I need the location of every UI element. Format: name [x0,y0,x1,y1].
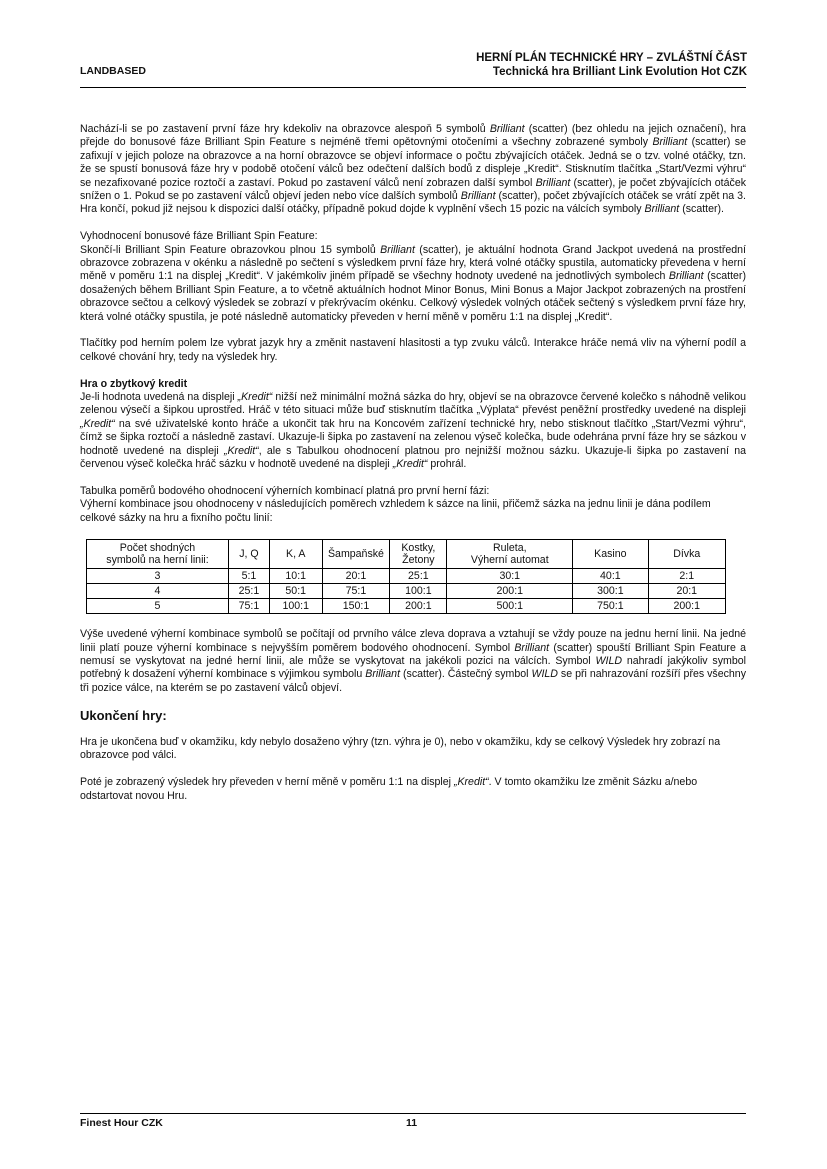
symbol-name: Brilliant [514,641,550,654]
display-name: „Kredit“ [392,458,428,471]
header-text: K, A [286,548,306,561]
header-text: Dívka [673,548,701,561]
payout-cell: 20:1 [648,584,726,599]
document-body [80,123,746,816]
payout-cell: 2:1 [648,569,726,584]
header-text: Výherní automat [470,554,549,567]
payout-cell: 100:1 [269,599,322,614]
symbol-name: Brilliant [652,136,688,149]
paragraph-title: Vyhodnocení bonusové fáze Brilliant Spin Feature: [80,230,318,243]
paragraph-result-transfer [80,776,746,803]
payout-cell: 25:1 [229,584,270,599]
payout-cell: 30:1 [447,569,573,584]
text: (scatter) spouští Brilliant Spin Feature a nemusí se vyskytovat na jedné herní linii, ale může se vyskytovat na jakékoli pozici na válcích. Symbol [80,641,746,667]
symbol-name: Brilliant [460,190,496,203]
text: Výše uvedené výherní kombinace symbolů se počítají od prvního válce zleva doprava a vztahují se vždy pouze na jednu herní linii. Na jedné linii platí pouze výherní kombinace s nejvyšším poměrem bodového ohodnocení. Symbol [80,628,746,654]
paragraph-bonus-trigger [80,123,746,217]
text: . V tomto okamžiku lze změnit Sázku a/nebo odstartovat novou Hru. [80,776,698,802]
paytable-header-cell [447,540,573,569]
paytable-row [87,584,726,599]
header-text: symbolů na herní linii: [106,554,209,567]
paragraph-bonus-evaluation [80,230,746,324]
payout-cell: 40:1 [573,569,648,584]
display-name: „Kredit“ [237,391,273,404]
text: nižší než minimální možná sázka do hry, objeví se na obrazovce červené kolečko s náhodně velikou zelenou výsečí a šipkou uprostřed. Hráč v této situaci může buď stisknutím tlačítka „Výplata“ převést peněžní prostředky uvedené na displeji [80,391,746,417]
payout-cell: 200:1 [447,584,573,599]
payout-cell: 5:1 [229,569,270,584]
header-text: Šampaňské [327,548,384,561]
header-text: Ruleta, [492,542,527,555]
header-divider [80,87,746,88]
text: , ale s Tabulkou ohodnocení platnou pro nejnižší možnou sázku. Ukazuje-li šipka po zastavení na červenou výseč kolečka hráč sázku v hodnotě uvedené na displeji [80,444,746,471]
paragraph-game-end: Hra je ukončena buď v okamžiku, kdy nebylo dosaženo výhry (tzn. výhra je 0), nebo v okamžiku, kdy se celkový Výsledek hry zobrazí na obrazovce pod válci. [80,735,721,762]
footer-label: Finest Hour CZK [80,1117,163,1129]
text: (scatter), počet zbývajících otáček se vrátí zpět na 3. Hra končí, pokud již nejsou k dispozici další otáčky, případně pokud dojde k vyplnění všech 15 pozic na válcích symboly [80,190,746,216]
paragraph-symbol-rules [80,628,746,695]
paytable-header-cell [269,540,322,569]
header-title [476,51,747,79]
payout-cell: 50:1 [269,584,322,599]
page-number: 11 [406,1117,418,1129]
paragraph-remaining-credit [80,391,746,471]
payout-cell: 75:1 [322,584,390,599]
text: Skončí-li Brilliant Spin Feature obrazovkou plnou 15 symbolů [80,243,381,256]
paytable-header-cell [390,540,447,569]
section-heading-remaining-credit: Hra o zbytkový kredit [80,377,188,390]
payout-cell: 25:1 [390,569,447,584]
symbol-name: Brilliant [365,668,401,681]
text: Výherní kombinace jsou ohodnoceny v následujících poměrech vzhledem k sázce na linii, přičemž sázka na jednu linii je dána podílem celkové sázky na hru a fixního počtu linií: [80,498,711,524]
text: (scatter) (bez ohledu na jejich označení), hra přejde do bonusové fáze Brilliant Spin Feature s nejméně třemi opětovnými otočeními a všechny zobrazené symboly [80,123,746,149]
paytable-header-cell [87,540,229,569]
symbol-count-cell: 5 [87,599,229,614]
paragraph-paytable-intro [80,485,746,525]
header-text: Kasino [594,548,627,561]
header-text: Žetony [402,554,435,567]
payout-cell: 750:1 [573,599,648,614]
paytable-header-cell [648,540,726,569]
payout-cell: 200:1 [648,599,726,614]
payout-cell: 20:1 [322,569,390,584]
header-text: Počet shodných [119,542,196,555]
text: se při nahrazování rozšíří přes všechny tři pozice válce, na kterém se po zastavení válců objeví. [80,668,746,694]
text: Nachází-li se po zastavení první fáze hry kdekoliv na obrazovce alespoň 5 symbolů [80,123,490,135]
paytable-row [87,599,726,614]
header-text: J, Q [239,548,259,561]
payout-cell: 75:1 [229,599,270,614]
text: Je-li hodnota uvedená na displeji [80,391,238,404]
text: (scatter) se zafixují v jejich poloze na obrazovce a na horní obrazovce se objeví informace o počtu zbývajících otáček. Jedná se o tzv. volné otáčky, tzn. že se spustí bonusová fáze hry v podobě otočení válců bez odečtení dalších bodů z displeje „Kredit“. Stisknutím tlačítka „Start/Vezmi výhru“ se nezafixované pozice roztočí a zastaví. Pokud po zastavení válců není zobrazen další symbol [80,136,746,189]
paragraph-buttons: Tlačítky pod herním polem lze vybrat jazyk hry a změnit nastavení hlasitosti a typ zvuku válců. Interakce hráče nemá vliv na výherní podíl a celkové chování hry, tedy na výsledek hry. [80,337,746,363]
header-label: LANDBASED [80,65,146,77]
payout-cell: 10:1 [269,569,322,584]
symbol-name: Brilliant [535,176,571,189]
payout-cell: 300:1 [573,584,648,599]
header-text: Kostky, [401,542,436,555]
paytable-header-cell [322,540,390,569]
symbol-name: Brilliant [668,270,704,283]
paytable-header-row [87,540,726,569]
header-title-line1: HERNÍ PLÁN TECHNICKÉ HRY – ZVLÁŠTNÍ ČÁST [476,52,747,64]
text: (scatter). Částečný symbol [400,668,532,681]
display-name: „Kredit“ [453,776,489,789]
payout-cell: 200:1 [390,599,447,614]
text: (scatter), je aktuální hodnota Grand Jackpot uvedená na prostřední obrazovce zobrazena v okénku a následně po sečtení s výsledkem první fáze hry, která volné otáčky spustila, automaticky převedena v herní měně v poměru 1:1 na displej „Kredit“. V jakémkoliv jiném případě se všechny hodnoty uvedené na jednotlivých symbolech [80,243,746,283]
symbol-name: Brilliant [644,203,680,216]
text: nahradí jakýkoliv symbol potřebný k dosažení výherní kombinace s výjimkou symbolu [80,654,746,681]
symbol-count-cell: 3 [87,569,229,584]
header-title-line2: Technická hra Brilliant Link Evolution Hot CZK [492,66,747,78]
paytable-header-cell [573,540,648,569]
display-name: „Kredit“ [223,444,259,457]
text: Tabulka poměrů bodového ohodnocení výherních kombinací platná pro první herní fázi: [80,484,490,497]
payout-cell: 150:1 [322,599,390,614]
section-heading-game-end: Ukončení hry: [80,707,167,723]
paytable-row [87,569,726,584]
paytable [86,539,726,614]
text: Poté je zobrazený výsledek hry převeden v herní měně v poměru 1:1 na displej [80,776,454,789]
payout-cell: 100:1 [390,584,447,599]
symbol-count-cell: 4 [87,584,229,599]
symbol-name: Brilliant [489,123,525,135]
symbol-name: WILD [595,654,622,667]
display-name: „Kredit“ [80,417,115,430]
text: na své uživatelské konto hráče a ukončit tak hru na Koncovém zařízení technické hry, nebo stisknout tlačítko „Start/Vezmi výhru“, čímž se šipka roztočí a následně zastaví. Ukazuje-li šipka po zastavení na zelenou výseč kolečka, bude odehrána první fáze hry se sázkou v hodnotě uvedené na displeji [80,417,746,457]
payout-cell: 500:1 [447,599,573,614]
paytable-header-cell [229,540,270,569]
symbol-name: WILD [531,668,558,681]
footer-divider [80,1113,746,1114]
text: (scatter). [679,203,724,216]
symbol-name: Brilliant [380,243,415,256]
text: (scatter) dosažených během Brilliant Spin Feature, a to včetně aktuálních hodnot Minor Bonus, Mini Bonus a Major Jackpot zobrazených na prostření obrazovce sečtou a celkový výsledek se zobrazí v překrývacím okénku. Celkový výsledek volných otáček sečtený s výsledkem první fáze hry, která volné otáčky spustila, je poté následně automaticky převeden v herní měně v poměru 1:1 na displej „Kredit“. [80,270,746,323]
text: (scatter), je počet zbývajících otáček snížen o 1. Pokud se po zastavení válců objeví jeden nebo více dalších symbolů [80,176,747,203]
text: prohrál. [427,458,467,471]
